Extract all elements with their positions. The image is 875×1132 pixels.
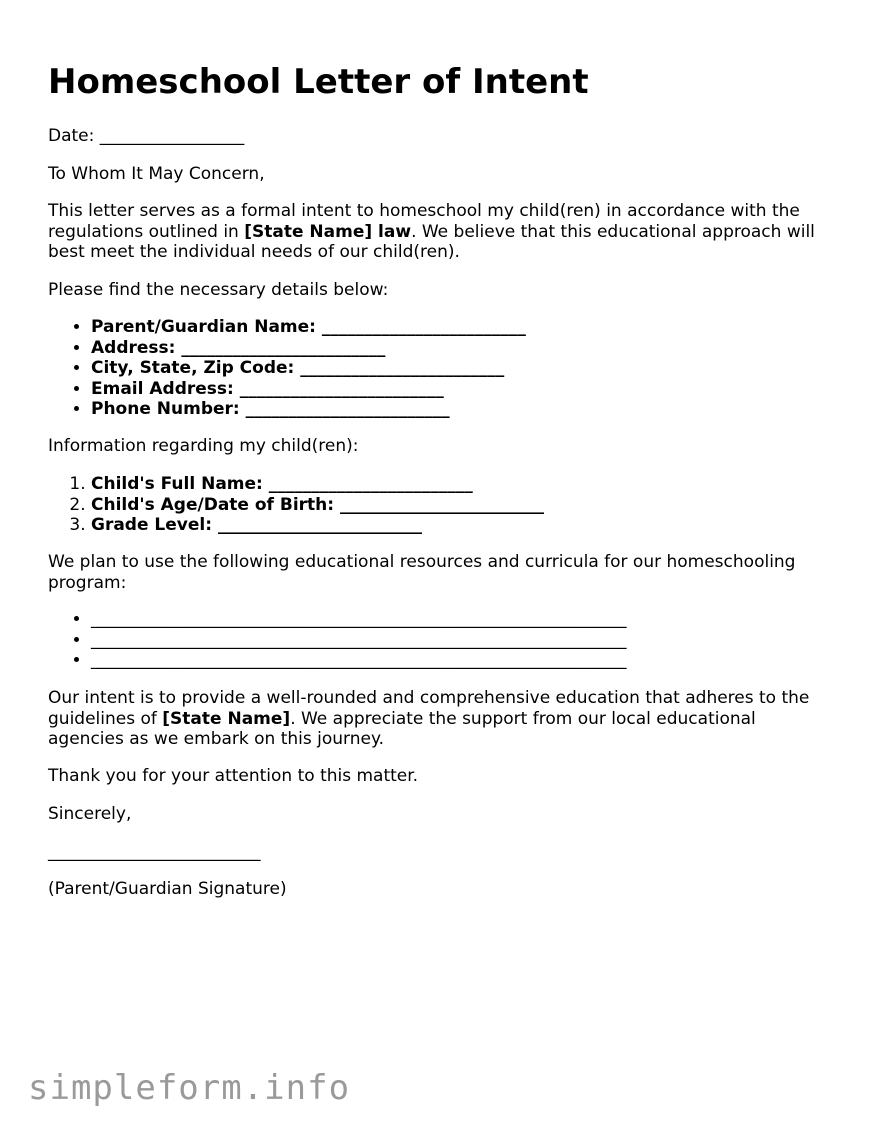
grade-level-field: Grade Level: ________________________ bbox=[91, 515, 422, 535]
parent-details-list bbox=[48, 317, 526, 420]
intro-line-2-pre: regulations outlined in bbox=[48, 221, 245, 242]
child-info-intro: Information regarding my child(ren): bbox=[48, 436, 359, 456]
email-field: Email Address: ________________________ bbox=[91, 378, 444, 399]
child-age-field: Child's Age/Date of Birth: ________________________ bbox=[91, 494, 544, 515]
closing-paragraph bbox=[48, 688, 809, 750]
list-item bbox=[91, 338, 526, 359]
city-state-zip-field: City, State, Zip Code: ________________________ bbox=[91, 358, 505, 378]
document-title: Homeschool Letter of Intent bbox=[48, 62, 589, 102]
resources-intro-line-2: program: bbox=[48, 572, 127, 593]
salutation: To Whom It May Concern, bbox=[48, 164, 265, 184]
list-item bbox=[91, 609, 627, 630]
sign-off: Sincerely, bbox=[48, 804, 132, 824]
address-field: Address: ________________________ bbox=[91, 337, 386, 358]
state-law-placeholder: [State Name] law bbox=[244, 221, 412, 242]
list-item bbox=[91, 630, 627, 651]
intro-line-2-post: . We believe that this educational approach will bbox=[411, 221, 815, 242]
phone-field: Phone Number: ________________________ bbox=[91, 399, 450, 419]
resources-intro bbox=[48, 552, 795, 593]
resource-blank-line: _______________________________________________________________ bbox=[91, 650, 627, 670]
closing-line-2-post: . We appreciate the support from our local educational bbox=[290, 708, 756, 729]
list-item bbox=[91, 650, 627, 671]
closing-line-3: agencies as we embark on this journey. bbox=[48, 729, 385, 749]
child-name-field: Child's Full Name: ________________________ bbox=[91, 474, 473, 494]
state-name-placeholder: [State Name] bbox=[162, 708, 291, 729]
list-item bbox=[91, 495, 544, 516]
list-item bbox=[91, 515, 544, 536]
resource-blank-line: _______________________________________________________________ bbox=[91, 629, 627, 650]
list-item bbox=[91, 379, 526, 400]
date-line: Date: _________________ bbox=[48, 126, 245, 146]
list-item bbox=[91, 399, 526, 420]
resources-intro-line-1: We plan to use the following educational resources and curricula for our homeschooling bbox=[48, 552, 796, 572]
resources-list bbox=[48, 609, 627, 671]
intro-paragraph bbox=[48, 201, 815, 263]
resource-blank-line: _______________________________________________________________ bbox=[91, 609, 627, 629]
thanks-line: Thank you for your attention to this matter. bbox=[48, 766, 419, 786]
signature-caption: (Parent/Guardian Signature) bbox=[48, 879, 287, 899]
details-intro: Please find the necessary details below: bbox=[48, 280, 389, 300]
intro-line-3: best meet the individual needs of our child(ren). bbox=[48, 242, 460, 262]
list-item bbox=[91, 317, 526, 338]
list-item bbox=[91, 358, 526, 379]
watermark: simpleform.info bbox=[28, 1068, 351, 1108]
signature-line: _________________________ bbox=[48, 842, 261, 862]
intro-line-1: This letter serves as a formal intent to homeschool my child(ren) in accordance with the bbox=[48, 201, 800, 221]
list-item bbox=[91, 474, 544, 495]
closing-line-2 bbox=[48, 709, 809, 730]
closing-line-1: Our intent is to provide a well-rounded and comprehensive education that adheres to the bbox=[48, 688, 810, 708]
child-details-list bbox=[48, 474, 544, 536]
parent-name-field: Parent/Guardian Name: ________________________ bbox=[91, 317, 526, 337]
intro-line-2 bbox=[48, 222, 815, 243]
closing-line-2-pre: guidelines of bbox=[48, 708, 163, 729]
